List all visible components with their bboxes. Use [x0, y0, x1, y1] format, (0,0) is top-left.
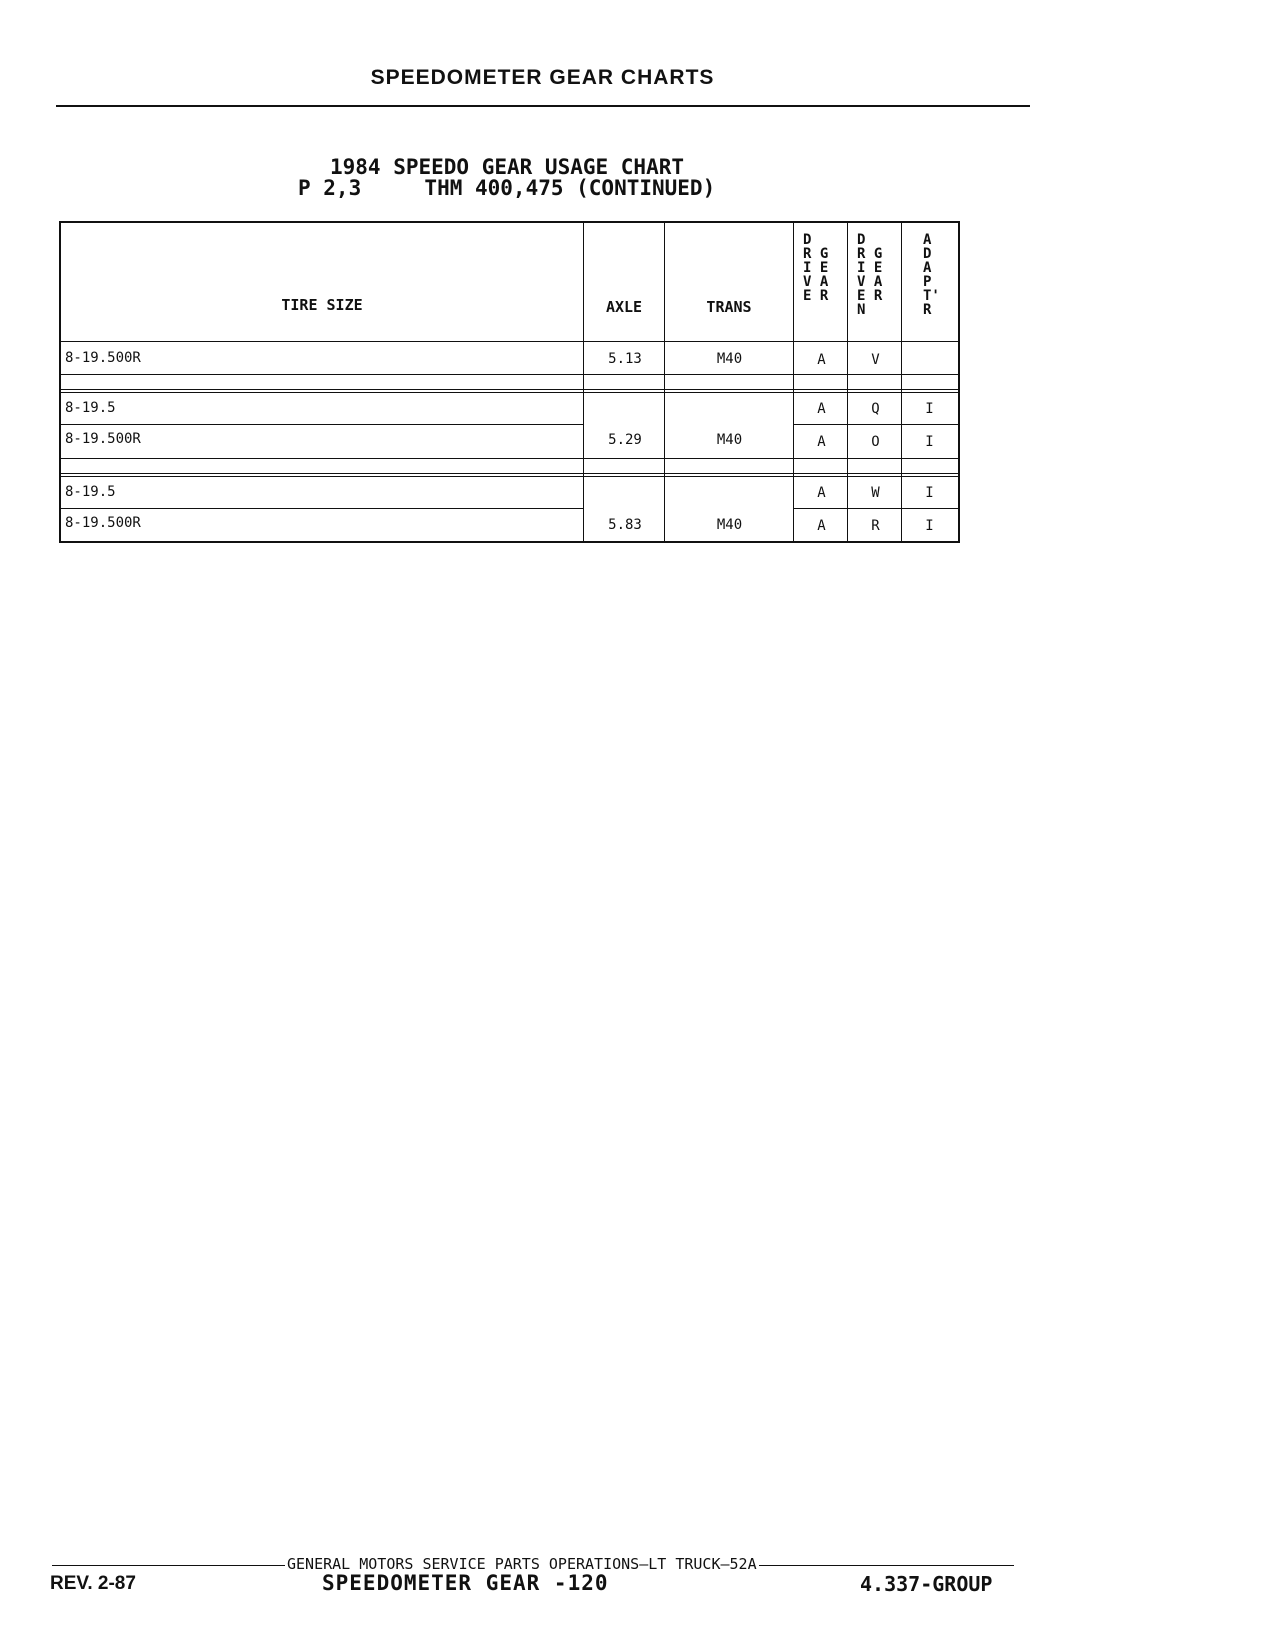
cell-driven-gear: V [871, 352, 880, 368]
cell-driven-gear: R [871, 518, 880, 534]
cell-trans: M40 [716, 351, 743, 367]
cell-drive-gear: A [817, 518, 826, 534]
header-axle: AXLE [605, 298, 643, 316]
header-driven-gear: D R G I E V A E R N [857, 232, 883, 318]
cell-adapter: I [925, 518, 934, 534]
cell-drive-gear: A [817, 352, 826, 368]
cell-axle: 5.13 [608, 351, 642, 367]
header-trans: TRANS [706, 298, 752, 316]
row-divider [793, 424, 958, 425]
row-divider [61, 392, 958, 393]
row-divider [61, 389, 958, 390]
header-rule [56, 105, 1030, 107]
cell-drive-gear: A [817, 434, 826, 450]
cell-tire-size: 8-19.500R [65, 350, 141, 366]
cell-tire-size: 8-19.500R [65, 431, 141, 447]
chart-title-line2: P 2,3 THM 400,475 (CONTINUED) [298, 176, 716, 200]
cell-driven-gear: O [871, 434, 880, 450]
row-divider [61, 374, 958, 375]
cell-adapter: I [925, 401, 934, 417]
cell-driven-gear: Q [871, 401, 880, 417]
page-header-title: SPEEDOMETER GEAR CHARTS [370, 66, 715, 89]
cell-driven-gear: W [871, 485, 880, 501]
row-divider [61, 473, 958, 474]
row-divider [61, 341, 958, 342]
cell-trans: M40 [716, 517, 743, 533]
row-divider [61, 508, 584, 509]
footer-group-number: 4.337-GROUP [860, 1572, 993, 1596]
header-tire-size: TIRE SIZE [281, 296, 363, 314]
cell-drive-gear: A [817, 401, 826, 417]
header-drive-gear: D R G I E V A E R [803, 232, 829, 304]
chart-title-line1: 1984 SPEEDO GEAR USAGE CHART [330, 155, 685, 179]
cell-drive-gear: A [817, 485, 826, 501]
cell-trans: M40 [716, 432, 743, 448]
footer-publisher-line: GENERAL MOTORS SERVICE PARTS OPERATIONS—LT TRUCK—52A [287, 1555, 757, 1573]
row-divider [793, 508, 958, 509]
header-adapter: A D A P T' R [923, 232, 940, 318]
row-divider [61, 424, 584, 425]
cell-axle: 5.29 [608, 432, 642, 448]
footer-revision: REV. 2-87 [50, 1573, 136, 1594]
cell-adapter: I [925, 485, 934, 501]
cell-tire-size: 8-19.5 [65, 484, 116, 500]
column-divider [664, 223, 665, 541]
gear-usage-table [59, 221, 960, 543]
column-divider [793, 223, 794, 541]
footer-section-title: SPEEDOMETER GEAR -120 [322, 1571, 609, 1595]
row-divider [61, 458, 958, 459]
cell-tire-size: 8-19.5 [65, 400, 116, 416]
row-divider [61, 476, 958, 477]
cell-tire-size: 8-19.500R [65, 515, 141, 531]
cell-adapter: I [925, 434, 934, 450]
cell-axle: 5.83 [608, 517, 642, 533]
column-divider [583, 223, 584, 541]
